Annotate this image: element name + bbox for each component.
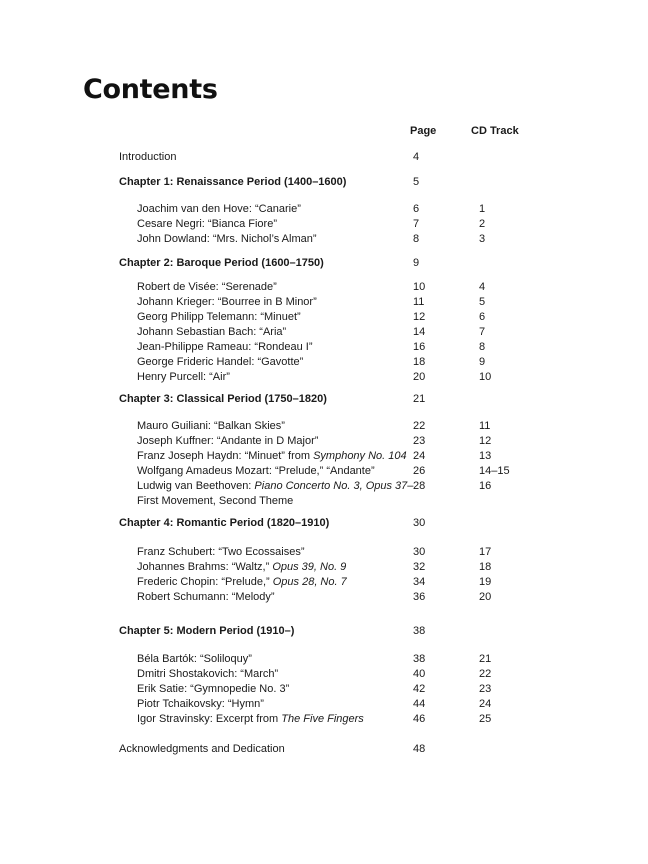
entry-text: Cesare Negri: “Bianca Fiore” — [137, 218, 277, 230]
cd-track-number: 23 — [479, 683, 492, 695]
entry-title — [137, 280, 277, 295]
entry-title — [137, 449, 407, 464]
entry-text: Georg Philipp Telemann: “Minuet” — [137, 311, 301, 323]
page-number: 30 — [413, 517, 426, 529]
page-number: 40 — [413, 668, 426, 680]
entry-text: Johann Krieger: “Bourree in B Minor” — [137, 296, 317, 308]
page-number: 22 — [413, 420, 426, 432]
entry-title — [137, 325, 286, 340]
cd-track-number: 18 — [479, 561, 492, 573]
page-number: 23 — [413, 435, 426, 447]
chapter-title — [119, 256, 324, 271]
entry-title — [137, 560, 346, 575]
page-number: 16 — [413, 341, 426, 353]
entry-text: Johann Sebastian Bach: “Aria” — [137, 326, 287, 338]
cd-track-number: 17 — [479, 546, 492, 558]
entry-title — [137, 652, 252, 667]
page-number: 4 — [413, 151, 420, 163]
cd-track-number: 6 — [479, 311, 486, 323]
entry-text: Henry Purcell: “Air” — [137, 371, 230, 383]
cd-track-number: 5 — [479, 296, 486, 308]
entry-text: Joachim van den Hove: “Canarie” — [137, 203, 301, 215]
cd-track-number: 14–15 — [479, 465, 510, 477]
page-number: 26 — [413, 465, 426, 477]
page-number: 14 — [413, 326, 426, 338]
cd-track-number: 11 — [479, 420, 491, 432]
page-number: 48 — [413, 743, 426, 755]
page-number: 28 — [413, 480, 426, 492]
entry-text: Franz Schubert: “Two Ecossaises” — [137, 546, 305, 558]
page-number: 38 — [413, 653, 426, 665]
entry-suffix: – — [407, 480, 414, 492]
entry-text: Igor Stravinsky: Excerpt from — [137, 713, 282, 725]
entry-title — [137, 355, 303, 370]
entry-title — [137, 545, 305, 560]
chapter-title — [119, 175, 346, 190]
cd-track-number: 3 — [479, 233, 486, 245]
entry-title — [137, 464, 375, 479]
cd-track-number: 8 — [479, 341, 486, 353]
page-number: 12 — [413, 311, 426, 323]
entry-text: Mauro Guiliani: “Balkan Skies” — [137, 420, 285, 432]
entry-text: Wolfgang Amadeus Mozart: “Prelude,” “Andante” — [137, 465, 375, 477]
page-number: 20 — [413, 371, 426, 383]
entry-italic-title: Opus 39, No. 9 — [272, 561, 347, 573]
entry-text: Dmitri Shostakovich: “March” — [137, 668, 279, 680]
chapter-title — [119, 516, 329, 531]
entry-text: Erik Satie: “Gymnopedie No. 3” — [137, 683, 290, 695]
entry-text: Acknowledgments and Dedication — [119, 743, 285, 755]
page-number: 21 — [413, 393, 426, 405]
page-number: 36 — [413, 591, 426, 603]
cd-track-number: 10 — [479, 371, 492, 383]
page-number: 8 — [413, 233, 420, 245]
entry-title — [137, 295, 317, 310]
entry-title — [137, 682, 289, 697]
entry-text: Introduction — [119, 151, 177, 163]
entry-title — [137, 434, 318, 449]
entry-italic-title: Piano Concerto No. 3, Opus 37 — [254, 480, 408, 492]
page-title: Contents — [83, 74, 218, 105]
cd-track-number: 22 — [479, 668, 492, 680]
entry-title — [137, 697, 264, 712]
entry-title — [119, 150, 176, 165]
page-number: 30 — [413, 546, 426, 558]
entry-text: George Frideric Handel: “Gavotte” — [137, 356, 304, 368]
entry-text: Ludwig van Beethoven: — [137, 480, 255, 492]
entry-text: Chapter 2: Baroque Period (1600–1750) — [119, 257, 324, 269]
entry-text: Béla Bartók: “Soliloquy” — [137, 653, 252, 665]
page-number: 18 — [413, 356, 426, 368]
page-number: 46 — [413, 713, 426, 725]
entry-text: Jean-Philippe Rameau: “Rondeau I” — [137, 341, 313, 353]
entry-text: Johannes Brahms: “Waltz,” — [137, 561, 273, 573]
page-number: 34 — [413, 576, 426, 588]
page-number: 6 — [413, 203, 420, 215]
page-number: 44 — [413, 698, 426, 710]
entry-title — [119, 742, 285, 757]
entry-title — [137, 667, 278, 682]
entry-title — [137, 479, 413, 494]
entry-italic-title: Opus 28, No. 7 — [272, 576, 347, 588]
entry-text: Frederic Chopin: “Prelude,” — [137, 576, 273, 588]
cd-track-number: 9 — [479, 356, 486, 368]
chapter-title — [119, 392, 327, 407]
entry-text: Chapter 4: Romantic Period (1820–1910) — [119, 517, 330, 529]
entry-italic-title: Symphony No. 104 — [313, 450, 407, 462]
cd-track-number: 19 — [479, 576, 492, 588]
entry-title — [137, 340, 313, 355]
entry-title — [137, 232, 317, 247]
entry-text: Chapter 5: Modern Period (1910–) — [119, 625, 295, 637]
entry-text: Chapter 1: Renaissance Period (1400–1600) — [119, 176, 347, 188]
cd-track-number: 13 — [479, 450, 492, 462]
cd-track-number: 4 — [479, 281, 486, 293]
cd-track-number: 1 — [479, 203, 486, 215]
entry-text: First Movement, Second Theme — [137, 495, 294, 507]
chapter-title — [119, 624, 294, 639]
entry-title — [137, 419, 285, 434]
entry-title — [137, 202, 301, 217]
page-number: 9 — [413, 257, 420, 269]
page-number: 10 — [413, 281, 426, 293]
entry-title — [137, 310, 301, 325]
cd-track-number: 7 — [479, 326, 486, 338]
entry-text: Chapter 3: Classical Period (1750–1820) — [119, 393, 327, 405]
page-number: 42 — [413, 683, 426, 695]
entry-title — [137, 712, 364, 727]
cd-track-number: 2 — [479, 218, 486, 230]
entry-title — [137, 370, 230, 385]
entry-text: John Dowland: “Mrs. Nichol’s Alman” — [137, 233, 317, 245]
page-number: 32 — [413, 561, 426, 573]
page-column-header: Page — [410, 125, 437, 137]
entry-italic-title: The Five Fingers — [281, 713, 364, 725]
page-number: 38 — [413, 625, 426, 637]
page-number: 7 — [413, 218, 420, 230]
cd-track-number: 25 — [479, 713, 492, 725]
entry-text: Joseph Kuffner: “Andante in D Major” — [137, 435, 319, 447]
entry-text: Robert Schumann: “Melody” — [137, 591, 275, 603]
cd-track-column-header: CD Track — [471, 125, 519, 137]
entry-text: Piotr Tchaikovsky: “Hymn” — [137, 698, 264, 710]
entry-title — [137, 575, 347, 590]
cd-track-number: 16 — [479, 480, 492, 492]
cd-track-number: 20 — [479, 591, 492, 603]
cd-track-number: 21 — [479, 653, 492, 665]
page-number: 24 — [413, 450, 426, 462]
cd-track-number: 12 — [479, 435, 492, 447]
cd-track-number: 24 — [479, 698, 492, 710]
entry-title — [137, 494, 293, 509]
page-number: 11 — [413, 296, 425, 308]
page-number: 5 — [413, 176, 420, 188]
entry-text: Robert de Visée: “Serenade” — [137, 281, 277, 293]
entry-title — [137, 590, 275, 605]
entry-title — [137, 217, 277, 232]
entry-text: Franz Joseph Haydn: “Minuet” from — [137, 450, 314, 462]
